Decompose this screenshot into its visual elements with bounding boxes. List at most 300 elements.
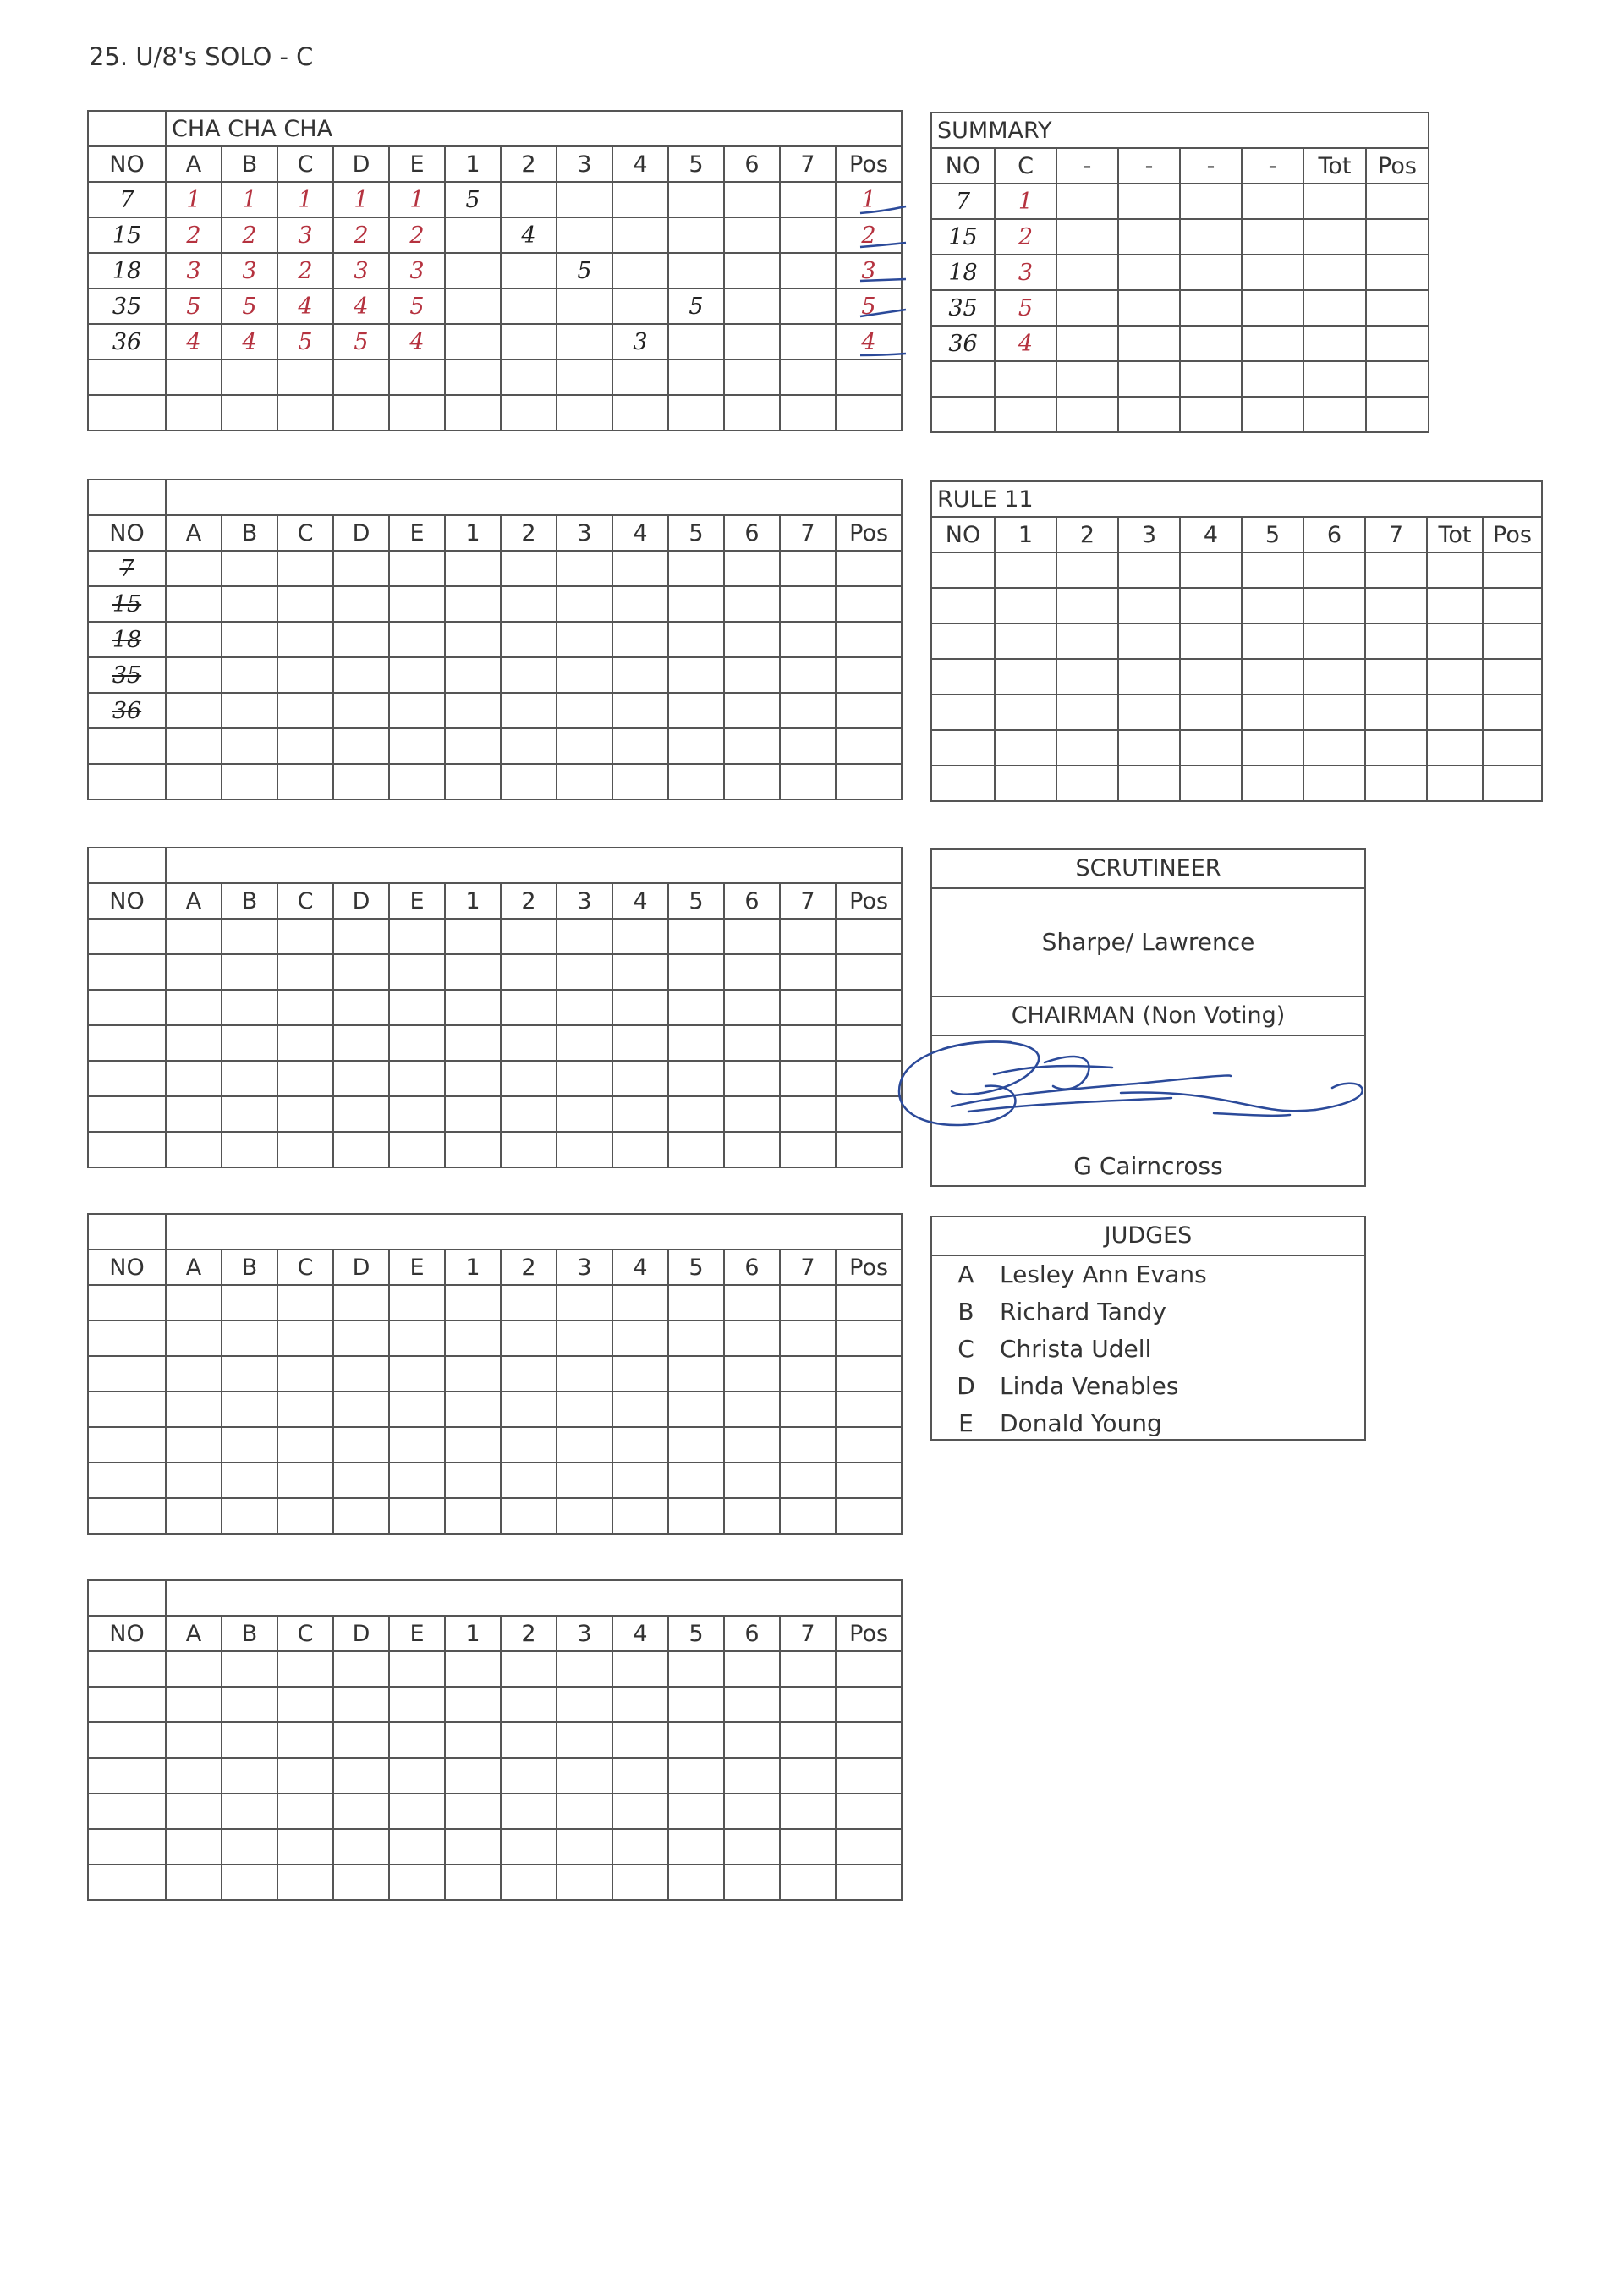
empty-cell (277, 1864, 333, 1900)
table-row (931, 552, 1542, 588)
empty-cell (724, 1285, 780, 1320)
empty-cell (780, 360, 836, 395)
empty-cell (445, 1132, 501, 1167)
dance-name-blank (166, 1214, 902, 1249)
empty-cell (333, 395, 389, 431)
crossed-number: 15 (88, 586, 166, 622)
col-header: 4 (1180, 517, 1242, 552)
col-header: Pos (836, 1249, 902, 1285)
empty-cell (668, 1651, 724, 1687)
judge-mark: 1 (333, 182, 389, 217)
empty-cell (333, 657, 389, 693)
empty-cell (389, 586, 445, 622)
col-header: A (166, 146, 222, 182)
empty-cell (88, 1427, 166, 1463)
judge-row (932, 1405, 1364, 1442)
header-row (88, 515, 902, 551)
empty-cell (277, 1320, 333, 1356)
empty-cell (445, 1025, 501, 1061)
empty-cell (780, 954, 836, 990)
table-row (88, 1025, 902, 1061)
majority-count (724, 288, 780, 324)
majority-count (668, 253, 724, 288)
empty-cell (277, 1096, 333, 1132)
empty-cell (557, 1722, 612, 1758)
empty-cell (501, 1793, 557, 1829)
empty-cell (501, 728, 557, 764)
empty-cell (277, 395, 333, 431)
empty-cell (668, 1687, 724, 1722)
scrutineer-name: Sharpe/ Lawrence (932, 889, 1364, 997)
empty-cell (1118, 184, 1180, 219)
empty-cell (557, 919, 612, 954)
col-header: 3 (557, 515, 612, 551)
empty-cell (389, 1687, 445, 1722)
empty-cell (780, 919, 836, 954)
empty-cell (166, 360, 222, 395)
empty-cell (501, 1096, 557, 1132)
empty-cell (1242, 552, 1303, 588)
empty-cell (724, 1096, 780, 1132)
table-row (88, 1427, 902, 1463)
table-row (88, 1864, 902, 1900)
empty-cell (1180, 659, 1242, 695)
judge-name: Richard Tandy (1000, 1298, 1166, 1326)
empty-cell (389, 1025, 445, 1061)
empty-cell (1483, 695, 1542, 730)
judge-mark: 1 (389, 182, 445, 217)
empty-cell (166, 1687, 222, 1722)
empty-cell (836, 954, 902, 990)
table-row (931, 695, 1542, 730)
judge-mark: 3 (222, 253, 277, 288)
competitor-number: 18 (88, 253, 166, 288)
judges-label: JUDGES (932, 1217, 1364, 1256)
empty-cell (668, 551, 724, 586)
empty-cell (333, 1320, 389, 1356)
empty-cell (389, 1132, 445, 1167)
empty-cell (612, 1463, 668, 1498)
col-header: E (389, 1249, 445, 1285)
empty-cell (222, 954, 277, 990)
col-header: Pos (836, 515, 902, 551)
empty-cell (501, 1025, 557, 1061)
empty-cell (445, 551, 501, 586)
marks-table-2 (87, 479, 903, 800)
empty-cell (277, 764, 333, 799)
empty-cell (88, 1320, 166, 1356)
empty-cell (222, 1463, 277, 1498)
judge-mark: 5 (277, 324, 333, 360)
judge-name: Christa Udell (1000, 1335, 1152, 1363)
empty-cell (501, 586, 557, 622)
empty-cell (166, 1829, 222, 1864)
empty-cell (277, 954, 333, 990)
empty-cell (995, 361, 1056, 397)
table-row (931, 766, 1542, 801)
empty-cell (1056, 659, 1118, 695)
empty-cell (1180, 695, 1242, 730)
empty-cell (222, 1498, 277, 1534)
empty-cell (166, 1651, 222, 1687)
crossed-number: 18 (88, 622, 166, 657)
empty-cell (166, 1061, 222, 1096)
table-row (88, 764, 902, 799)
empty-cell (668, 1025, 724, 1061)
empty-cell (501, 1320, 557, 1356)
table-row (88, 728, 902, 764)
empty-cell (780, 586, 836, 622)
table-row (931, 255, 1429, 290)
empty-cell (1242, 730, 1303, 766)
judge-letter: E (958, 1409, 974, 1437)
empty-cell (88, 1498, 166, 1534)
col-header: B (222, 515, 277, 551)
empty-cell (668, 1392, 724, 1427)
empty-cell (724, 1758, 780, 1793)
col-header: 6 (1303, 517, 1365, 552)
majority-count (445, 253, 501, 288)
empty-cell (222, 764, 277, 799)
empty-cell (222, 1392, 277, 1427)
empty-cell (724, 728, 780, 764)
empty-cell (995, 659, 1056, 695)
table-row (931, 361, 1429, 397)
judge-mark: 5 (389, 288, 445, 324)
majority-count: 5 (445, 182, 501, 217)
position-cell: 2 (836, 217, 902, 253)
empty-cell (501, 551, 557, 586)
empty-cell (780, 1096, 836, 1132)
majority-count (557, 217, 612, 253)
competitor-number: 35 (88, 288, 166, 324)
empty-cell (501, 657, 557, 693)
marks-table-4 (87, 1213, 903, 1535)
empty-cell (780, 395, 836, 431)
crossed-number: 35 (88, 657, 166, 693)
dance-name: CHA CHA CHA (166, 111, 902, 146)
empty-cell (724, 1320, 780, 1356)
empty-cell (1427, 695, 1483, 730)
empty-cell (1180, 397, 1242, 432)
majority-count (501, 182, 557, 217)
empty-cell (501, 1687, 557, 1722)
col-header: D (333, 883, 389, 919)
empty-cell (1365, 623, 1427, 659)
col-header: C (277, 146, 333, 182)
empty-cell (1242, 659, 1303, 695)
empty-cell (222, 360, 277, 395)
empty-cell (612, 728, 668, 764)
col-header: A (166, 1616, 222, 1651)
empty-cell (88, 1829, 166, 1864)
table-row (88, 1758, 902, 1793)
empty-cell (501, 1061, 557, 1096)
empty-cell (166, 728, 222, 764)
empty-cell (389, 1498, 445, 1534)
empty-cell (166, 1320, 222, 1356)
col-header: C (277, 883, 333, 919)
empty-cell (1366, 326, 1429, 361)
empty-cell (1180, 623, 1242, 659)
empty-cell (389, 1427, 445, 1463)
empty-cell (612, 764, 668, 799)
empty-cell (445, 622, 501, 657)
empty-cell (1056, 361, 1118, 397)
empty-cell (88, 1392, 166, 1427)
col-header: Pos (1483, 517, 1542, 552)
col-header: E (389, 515, 445, 551)
empty-cell (780, 764, 836, 799)
empty-cell (931, 397, 995, 432)
empty-cell (1180, 730, 1242, 766)
empty-cell (1242, 219, 1303, 255)
empty-cell (389, 1793, 445, 1829)
empty-cell (1118, 588, 1180, 623)
empty-cell (780, 1864, 836, 1900)
empty-cell (557, 1392, 612, 1427)
position-cell: 5 (836, 288, 902, 324)
majority-count (557, 324, 612, 360)
col-header: 5 (668, 146, 724, 182)
empty-cell (668, 657, 724, 693)
empty-cell (1427, 552, 1483, 588)
empty-cell (88, 728, 166, 764)
empty-cell (88, 360, 166, 395)
empty-cell (724, 1651, 780, 1687)
empty-cell (222, 1320, 277, 1356)
empty-cell (389, 954, 445, 990)
empty-cell (1056, 255, 1118, 290)
empty-cell (333, 551, 389, 586)
empty-cell (724, 1132, 780, 1167)
table-row (88, 919, 902, 954)
empty-cell (668, 919, 724, 954)
empty-cell (1118, 290, 1180, 326)
majority-count (724, 217, 780, 253)
empty-cell (1303, 397, 1366, 432)
dance-name-blank (166, 480, 902, 515)
empty-cell (501, 1285, 557, 1320)
empty-cell (501, 1463, 557, 1498)
judge-mark: 5 (333, 324, 389, 360)
empty-cell (836, 764, 902, 799)
chairman-signature (892, 1032, 1379, 1142)
arrow-icon (859, 347, 908, 364)
empty-cell (88, 1285, 166, 1320)
empty-cell (836, 586, 902, 622)
empty-cell (724, 1793, 780, 1829)
empty-cell (88, 919, 166, 954)
empty-cell (668, 622, 724, 657)
col-header: 7 (780, 1249, 836, 1285)
empty-cell (88, 1651, 166, 1687)
majority-count: 4 (501, 217, 557, 253)
empty-cell (277, 1651, 333, 1687)
majority-count (724, 253, 780, 288)
empty-cell (668, 764, 724, 799)
empty-cell (166, 764, 222, 799)
empty-cell (995, 552, 1056, 588)
col-header: 6 (724, 883, 780, 919)
empty-cell (1303, 326, 1366, 361)
header-row (88, 1616, 902, 1651)
judge-mark: 3 (333, 253, 389, 288)
empty-cell (724, 1427, 780, 1463)
empty-cell (222, 693, 277, 728)
empty-cell (445, 693, 501, 728)
empty-cell (724, 622, 780, 657)
empty-cell (222, 1829, 277, 1864)
empty-cell (166, 622, 222, 657)
empty-cell (277, 1285, 333, 1320)
empty-cell (724, 764, 780, 799)
empty-cell (333, 728, 389, 764)
empty-cell (333, 1356, 389, 1392)
empty-cell (668, 1463, 724, 1498)
empty-cell (612, 1864, 668, 1900)
judges-box (930, 1216, 1366, 1441)
empty-cell (612, 1356, 668, 1392)
empty-cell (333, 954, 389, 990)
empty-cell (445, 395, 501, 431)
empty-cell (1118, 361, 1180, 397)
col-header: Tot (1303, 148, 1366, 184)
empty-cell (277, 990, 333, 1025)
empty-cell (557, 657, 612, 693)
col-header: 4 (612, 883, 668, 919)
col-header: 2 (1056, 517, 1118, 552)
empty-cell (724, 1829, 780, 1864)
empty-cell (724, 1463, 780, 1498)
empty-cell (166, 1864, 222, 1900)
empty-cell (780, 1793, 836, 1829)
empty-cell (445, 360, 501, 395)
empty-cell (1056, 766, 1118, 801)
empty-cell (501, 919, 557, 954)
empty-cell (222, 1651, 277, 1687)
dance-position: 4 (995, 326, 1056, 361)
empty-cell (445, 1285, 501, 1320)
empty-cell (1118, 552, 1180, 588)
table-row (88, 1463, 902, 1498)
empty-cell (1242, 326, 1303, 361)
empty-cell (501, 1427, 557, 1463)
empty-cell (277, 1687, 333, 1722)
empty-cell (668, 1320, 724, 1356)
empty-cell (557, 693, 612, 728)
empty-cell (724, 1687, 780, 1722)
empty-cell (668, 990, 724, 1025)
empty-cell (445, 657, 501, 693)
empty-cell (501, 1132, 557, 1167)
judge-mark: 2 (333, 217, 389, 253)
empty-cell (557, 1829, 612, 1864)
empty-cell (445, 1829, 501, 1864)
empty-cell (277, 919, 333, 954)
judge-mark: 1 (166, 182, 222, 217)
empty-cell (445, 586, 501, 622)
empty-cell (612, 1392, 668, 1427)
empty-cell (1427, 766, 1483, 801)
judge-mark: 2 (277, 253, 333, 288)
empty-cell (389, 990, 445, 1025)
col-header: - (1242, 148, 1303, 184)
empty-cell (445, 1096, 501, 1132)
scrutineer-label: SCRUTINEER (932, 850, 1364, 889)
position-cell: 1 (836, 182, 902, 217)
majority-count: 5 (557, 253, 612, 288)
col-header: 5 (668, 515, 724, 551)
empty-cell (1303, 219, 1366, 255)
empty-cell (1180, 552, 1242, 588)
empty-cell (333, 622, 389, 657)
empty-cell (557, 1356, 612, 1392)
empty-cell (668, 954, 724, 990)
empty-cell (995, 588, 1056, 623)
empty-cell (445, 728, 501, 764)
marks-table-3 (87, 847, 903, 1168)
judge-mark: 4 (277, 288, 333, 324)
empty-cell (724, 360, 780, 395)
empty-cell (836, 1392, 902, 1427)
empty-cell (333, 1463, 389, 1498)
empty-cell (166, 1722, 222, 1758)
empty-cell (1242, 255, 1303, 290)
empty-cell (836, 1463, 902, 1498)
empty-cell (836, 693, 902, 728)
empty-cell (612, 1427, 668, 1463)
col-header: 4 (612, 1249, 668, 1285)
empty-cell (1303, 623, 1365, 659)
empty-cell (780, 1285, 836, 1320)
empty-cell (277, 693, 333, 728)
empty-cell (780, 1427, 836, 1463)
corner-cell (88, 848, 166, 883)
empty-cell (931, 552, 995, 588)
empty-cell (1303, 255, 1366, 290)
empty-cell (277, 1829, 333, 1864)
empty-cell (389, 1096, 445, 1132)
judge-letter: C (957, 1335, 974, 1363)
empty-cell (88, 1687, 166, 1722)
empty-cell (1303, 730, 1365, 766)
empty-cell (557, 1061, 612, 1096)
empty-cell (333, 586, 389, 622)
judge-name: Linda Venables (1000, 1372, 1179, 1400)
empty-cell (1303, 552, 1365, 588)
col-header: C (277, 1249, 333, 1285)
empty-cell (1056, 588, 1118, 623)
empty-cell (222, 1758, 277, 1793)
dance-position: 5 (995, 290, 1056, 326)
empty-cell (557, 1427, 612, 1463)
table-row (88, 1498, 902, 1534)
dance-name-blank (166, 848, 902, 883)
empty-cell (557, 1025, 612, 1061)
empty-cell (668, 1132, 724, 1167)
empty-cell (668, 1498, 724, 1534)
corner-cell (88, 111, 166, 146)
col-header: A (166, 1249, 222, 1285)
empty-cell (166, 990, 222, 1025)
header-row (88, 883, 902, 919)
col-header: 3 (557, 146, 612, 182)
empty-cell (389, 919, 445, 954)
empty-cell (1366, 290, 1429, 326)
judge-mark: 4 (166, 324, 222, 360)
empty-cell (88, 1793, 166, 1829)
